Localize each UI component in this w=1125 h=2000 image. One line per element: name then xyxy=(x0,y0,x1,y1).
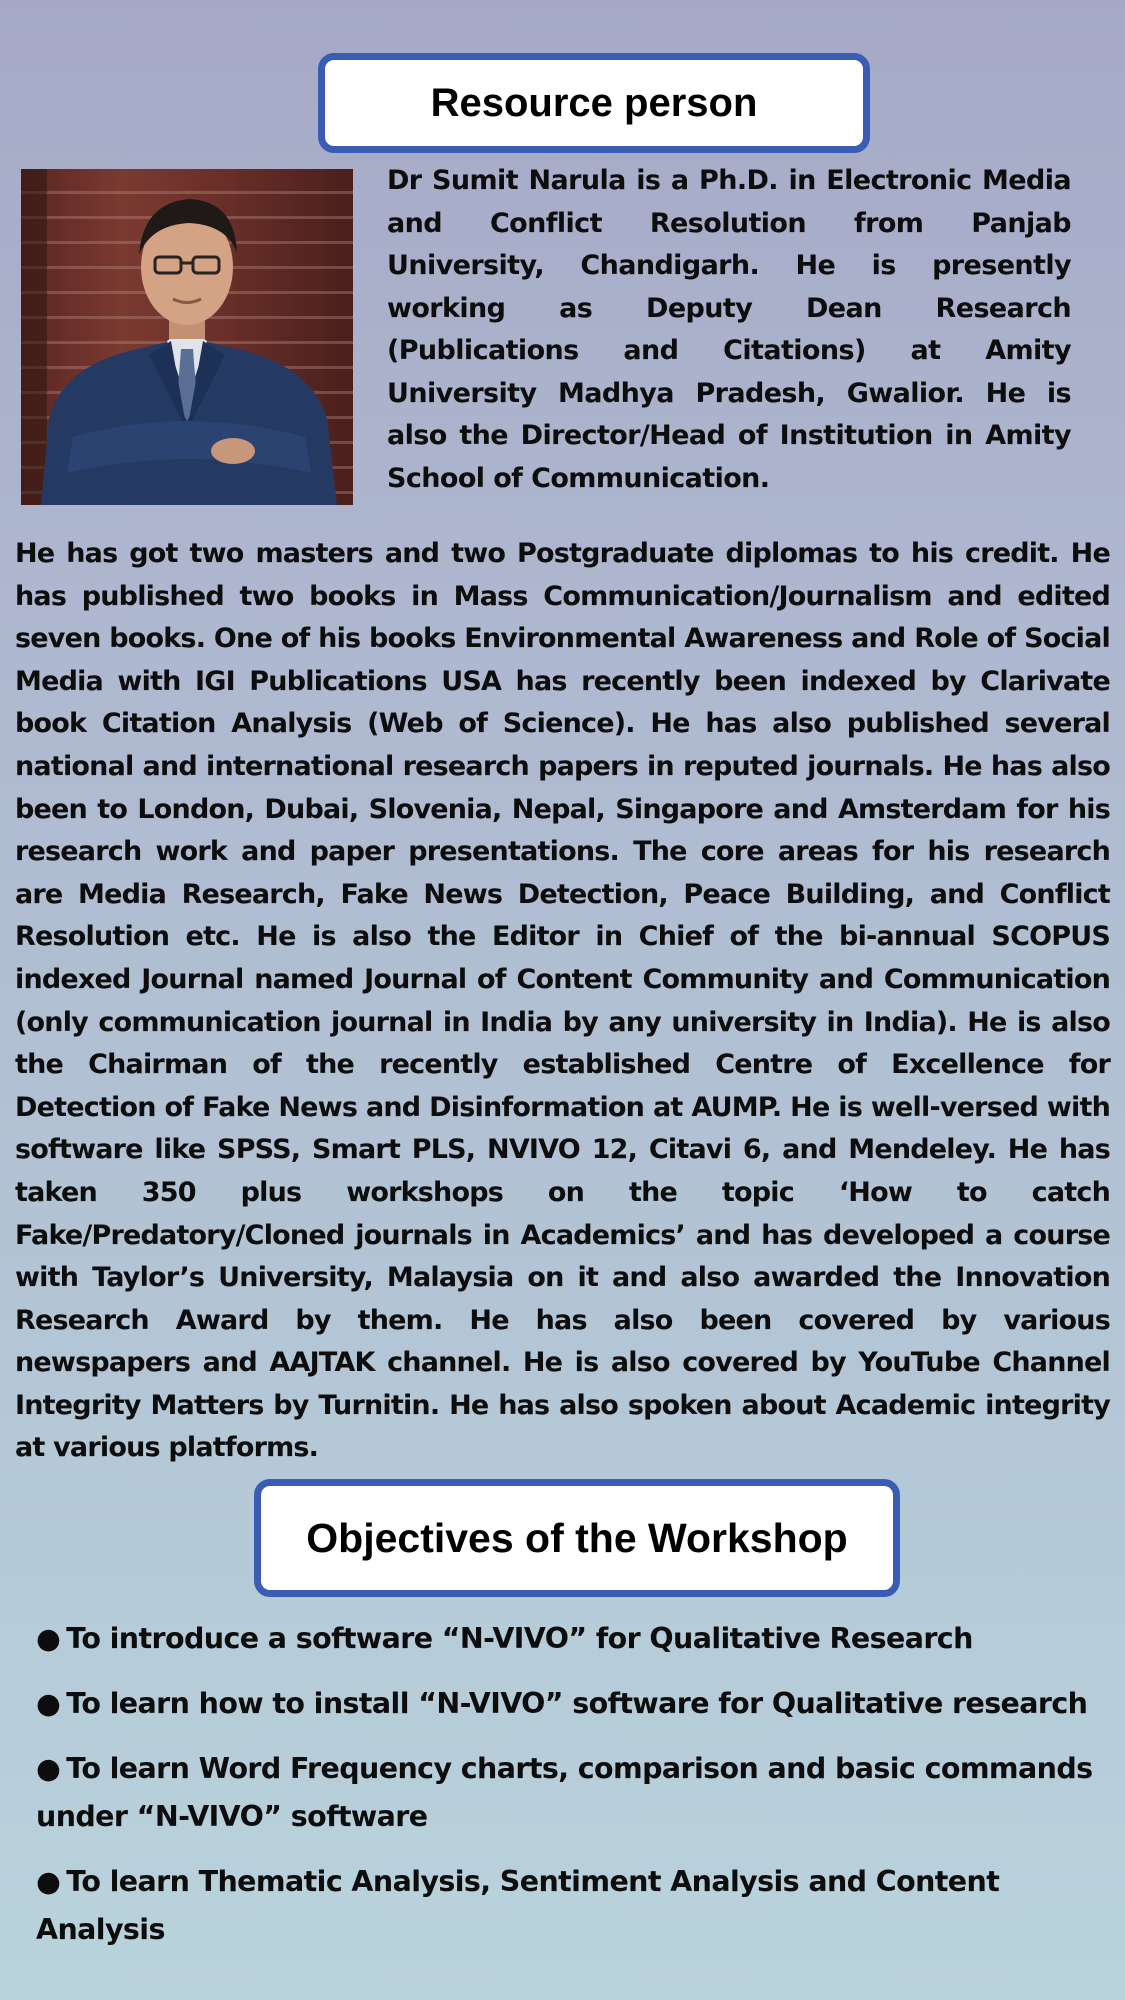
bullet-icon: ● xyxy=(36,1865,61,1898)
objective-item xyxy=(36,1680,1106,1728)
objectives-heading-text: Objectives of the Workshop xyxy=(306,1514,848,1561)
objective-item xyxy=(36,1858,1106,1954)
resource-person-photo xyxy=(21,169,353,505)
resource-person-heading-text: Resource person xyxy=(430,80,758,125)
bullet-icon: ● xyxy=(36,1752,61,1785)
objective-text: To learn how to install “N-VIVO” software for Qualitative research xyxy=(66,1687,1088,1720)
resource-person-bio: He has got two masters and two Postgraduate diplomas to his credit. He has published two books in Mass Communication/Journalism and edited seven books. One of his books Environmental Awareness and Role of Social Media with IGI Publications USA has recently been indexed by Clarivate book Citation Analysis (Web of Science). He has also published several national and international research papers in reputed journals. He has also been to London, Dubai, Slovenia, Nepal, Singapore and Amsterdam for his research work and paper presentations. The core areas for his research are Media Research, Fake News Detection, Peace Building, and Conflict Resolution etc. He is also the Editor in Chief of the bi-annual SCOPUS indexed Journal named Journal of Content Community and Communication (only communication journal in India by any university in India). He is also the Chairman of the recently established Centre of Excellence for Detection of Fake News and Disinformation at AUMP. He is well-versed with software like SPSS, Smart PLS, NVIVO 12, Citavi 6, and Mendeley. He has taken 350 plus workshops on the topic ‘How to catch Fake/Predatory/Cloned journals in Academics’ and has developed a course with Taylor’s University, Malaysia on it and also awarded the Innovation Research Award by them. He has also been covered by various newspapers and AAJTAK channel. He is also covered by YouTube Channel Integrity Matters by Turnitin. He has also spoken about Academic integrity at various platforms. xyxy=(15,538,1110,1464)
objective-text: To learn Word Frequency charts, comparison and basic commands under “N-VIVO” software xyxy=(36,1752,1093,1833)
objective-text: To introduce a software “N-VIVO” for Qualitative Research xyxy=(66,1622,973,1655)
objectives-list xyxy=(36,1615,1106,1971)
objective-text: To learn Thematic Analysis, Sentiment Analysis and Content Analysis xyxy=(36,1865,1000,1946)
objectives-heading xyxy=(254,1479,900,1597)
bullet-icon: ● xyxy=(36,1622,61,1655)
resource-person-heading xyxy=(318,53,870,153)
objective-item xyxy=(36,1615,1106,1663)
objective-item xyxy=(36,1745,1106,1841)
resource-person-intro: Dr Sumit Narula is a Ph.D. in Electronic Media and Conflict Resolution from Panjab University, Chandigarh. He is presently working as Deputy Dean Research (Publications and Citations) at Amity University Madhya Pradesh, Gwalior. He is also the Director/Head of Institution in Amity School of Communication. xyxy=(387,165,1071,494)
bullet-icon: ● xyxy=(36,1687,61,1720)
